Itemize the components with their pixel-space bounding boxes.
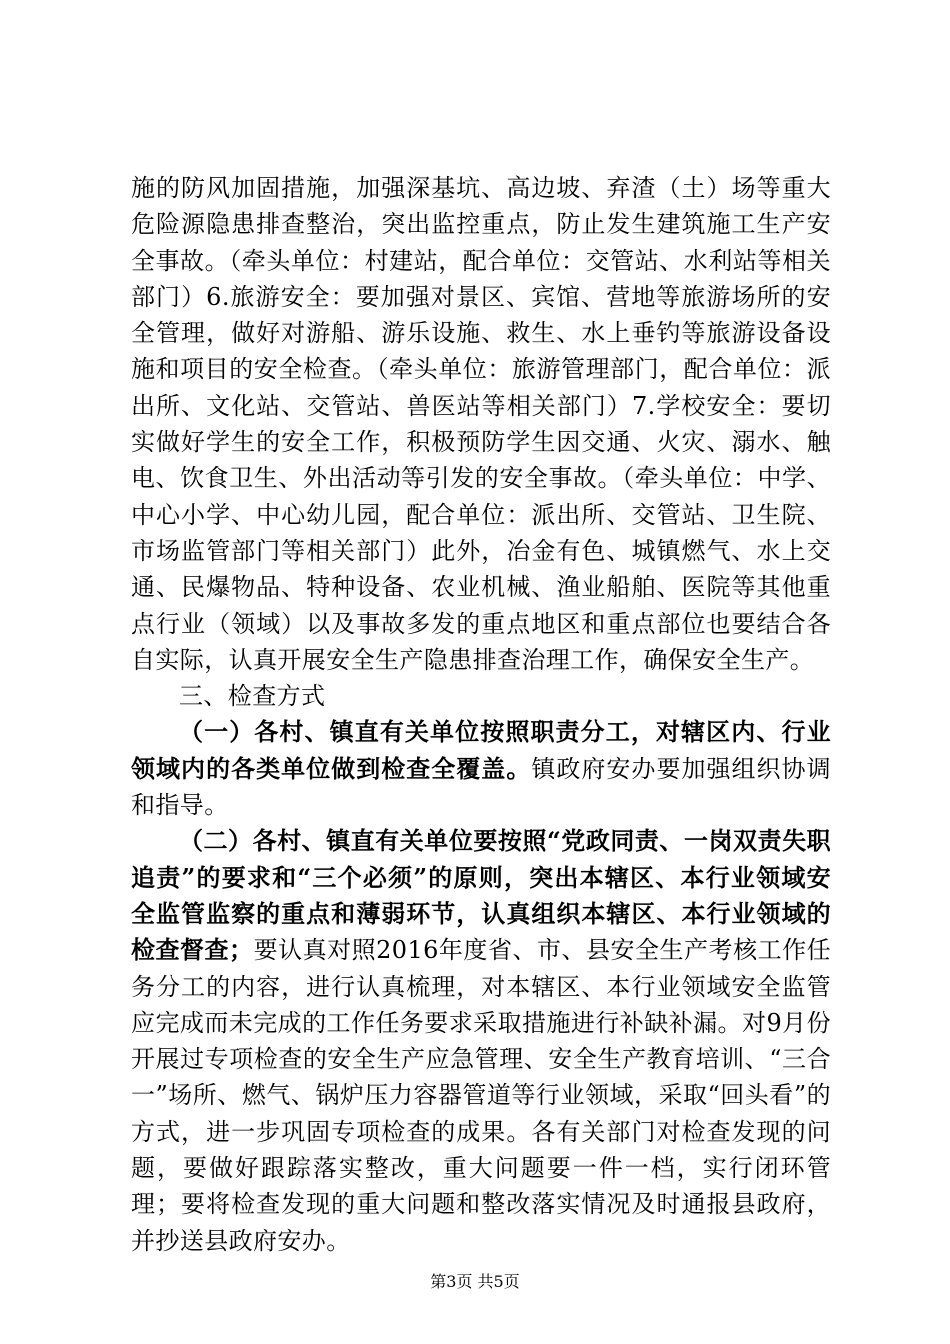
item-2-rest: 要认真对照2016年度省、市、县安全生产考核工作任务分工的内容，进行认真梳理，对本辖区、本行业领域安全监管应完成而未完成的工作任务要求采取措施进行补缺补漏。对9月份开展过专项检查的安全生产应急管理、安全生产教育培训、“三合一”场所、燃气、锅炉压力容器管道等行业领域，采取“回头看”的方式，进一步巩固专项检查的成果。各有关部门对检查发现的问题，要做好跟踪落实整改，重大问题要一件一档，实行闭环管理；要将检查发现的重大问题和整改落实情况及时通报县政府，并抄送县政府安办。 bbox=[131, 936, 832, 1255]
paragraph-1: 施的防风加固措施，加强深基坑、高边坡、弃渣（土）场等重大危险源隐患排查整治，突出监控重点，防止发生建筑施工生产安全事故。（牵头单位：村建站，配合单位：交管站、水利站等相关部门）6.旅游安全：要加强对景区、宾馆、营地等旅游场所的安全管理，做好对游船、游乐设施、救生、水上垂钓等旅游设备设施和项目的安全检查。（牵头单位：旅游管理部门，配合单位：派出所、文化站、交管站、兽医站等相关部门）7.学校安全：要切实做好学生的安全工作，积极预防学生因交通、火灾、溺水、触电、饮食卫生、外出活动等引发的安全事故。（牵头单位：中学、中心小学、中心幼儿园，配合单位：派出所、交管站、卫生院、市场监管部门等相关部门）此外，冶金有色、城镇燃气、水上交通、民爆物品、特种设备、农业机械、渔业船舶、医院等其他重点行业（领域）以及事故多发的重点地区和重点部位也要结合各自实际，认真开展安全生产隐患排查治理工作，确保安全生产。 bbox=[131, 174, 831, 674]
section-heading: 三、检查方式 bbox=[179, 682, 326, 711]
item-2-lead: （二）各村、镇直有关单位要按照“党政同责、一岗双责失职追责”的要求和“三个必须”的原则，突出本辖区、本行业领域安全监管监察的重点和薄弱环节，认真组织本辖区、本行业领域的检查督查； bbox=[131, 826, 831, 965]
paragraph-item-2 bbox=[131, 823, 831, 1259]
paragraph-item-1 bbox=[131, 714, 831, 823]
item-1-rest: 镇政府安办要加强组织协调和指导。 bbox=[131, 754, 831, 820]
item-1-lead: （一）各村、镇直有关单位按照职责分工，对辖区内、行业领域内的各类单位做到检查全覆盖。 bbox=[131, 717, 831, 783]
document-body bbox=[131, 170, 831, 1259]
page-footer: 第3页 共5页 bbox=[430, 1272, 520, 1291]
